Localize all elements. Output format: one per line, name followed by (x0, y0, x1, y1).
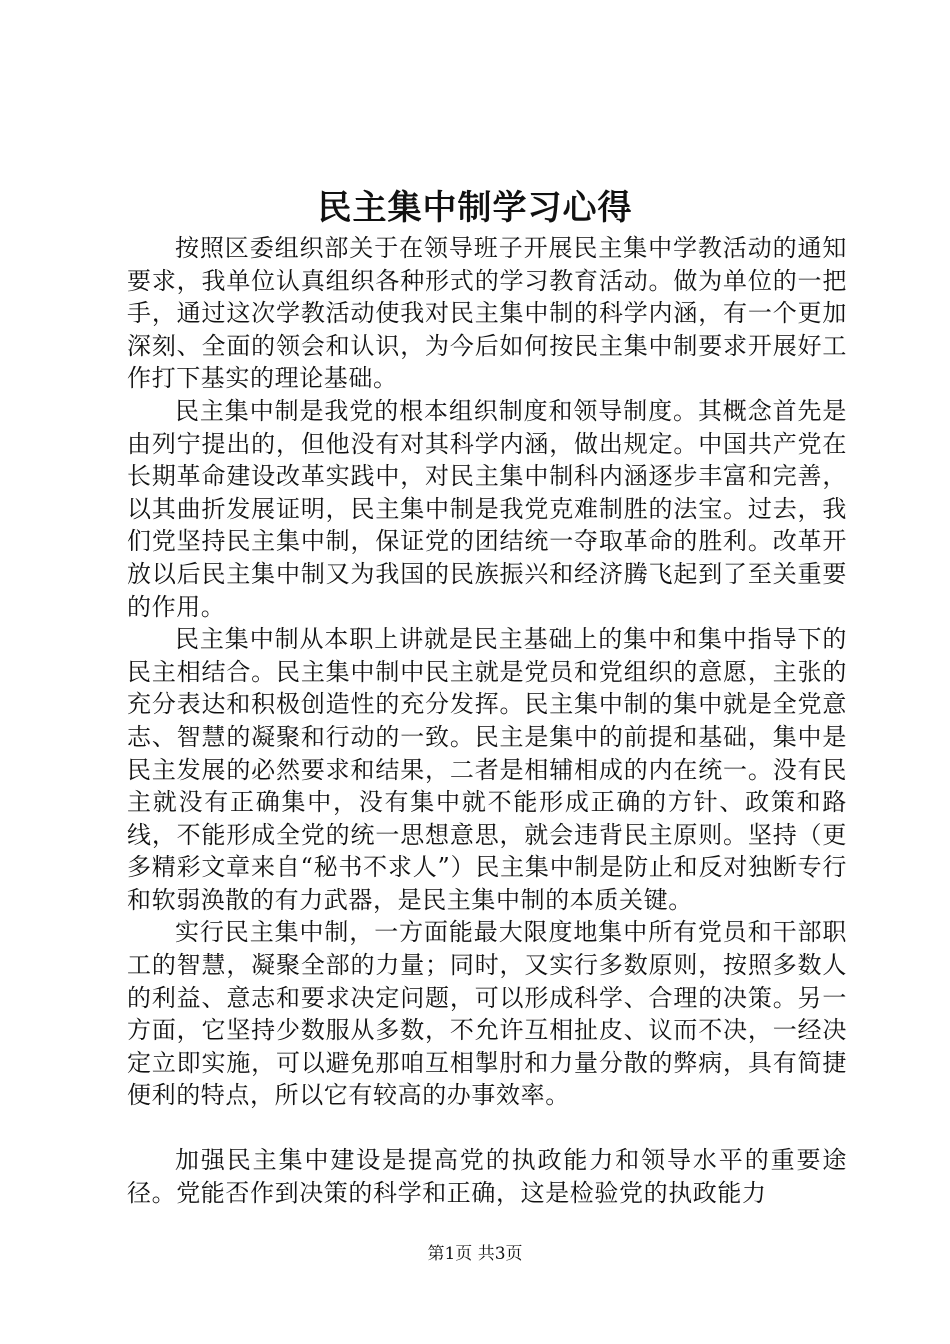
paragraph-1: 按照区委组织部关于在领导班子开展民主集中学教活动的通知要求，我单位认真组织各种形式的学习教育活动。做为单位的一把手，通过这次学教活动使我对民主集中制的科学内涵，有一个更加深刻、全面的领会和认识，为今后如何按民主集中制要求开展好工作打下基实的理论基础。 (127, 234, 847, 393)
paragraph-spacer (127, 1112, 847, 1144)
document-title: 民主集中制学习心得 (317, 188, 633, 228)
page-footer: 第1页 共3页 (427, 1244, 523, 1264)
paragraph-5: 加强民主集中建设是提高党的执政能力和领导水平的重要途径。党能否作到决策的科学和正确，这是检验党的执政能力 (127, 1146, 847, 1207)
paragraph-4: 实行民主集中制，一方面能最大限度地集中所有党员和干部职工的智慧，凝聚全部的力量；同时，又实行多数原则，按照多数人的利益、意志和要求决定问题，可以形成科学、合理的决策。另一方面，它坚持少数服从多数，不允许互相扯皮、议而不决，一经决定立即实施，可以避免那咱互相掣肘和力量分散的弊病，具有简捷便利的特点，所以它有较高的办事效率。 (127, 918, 847, 1110)
document-body (127, 232, 847, 1209)
paragraph-2: 民主集中制是我党的根本组织制度和领导制度。其概念首先是由列宁提出的，但他没有对其科学内涵，做出规定。中国共产党在长期革命建设改革实践中，对民主集中制科内涵逐步丰富和完善，以其曲折发展证明，民主集中制是我党克难制胜的法宝。过去，我们党坚持民主集中制，保证党的团结统一夺取革命的胜利。改革开放以后民主集中制又为我国的民族振兴和经济腾飞起到了至关重要的作用。 (127, 396, 847, 621)
paragraph-3: 民主集中制从本职上讲就是民主基础上的集中和集中指导下的民主相结合。民主集中制中民主就是党员和党组织的意愿，主张的充分表达和积极创造性的充分发挥。民主集中制的集中就是全党意志、智慧的凝聚和行动的一致。民主是集中的前提和基础，集中是民主发展的必然要求和结果，二者是相辅相成的内在统一。没有民主就没有正确集中，没有集中就不能形成正确的方针、政策和路线，不能形成全党的统一思想意思，就会违背民主原则。坚持（更多精彩文章来自“秘书不求人”）民主集中制是防止和反对独断专行和软弱涣散的有力武器，是民主集中制的本质关键。 (127, 625, 847, 914)
